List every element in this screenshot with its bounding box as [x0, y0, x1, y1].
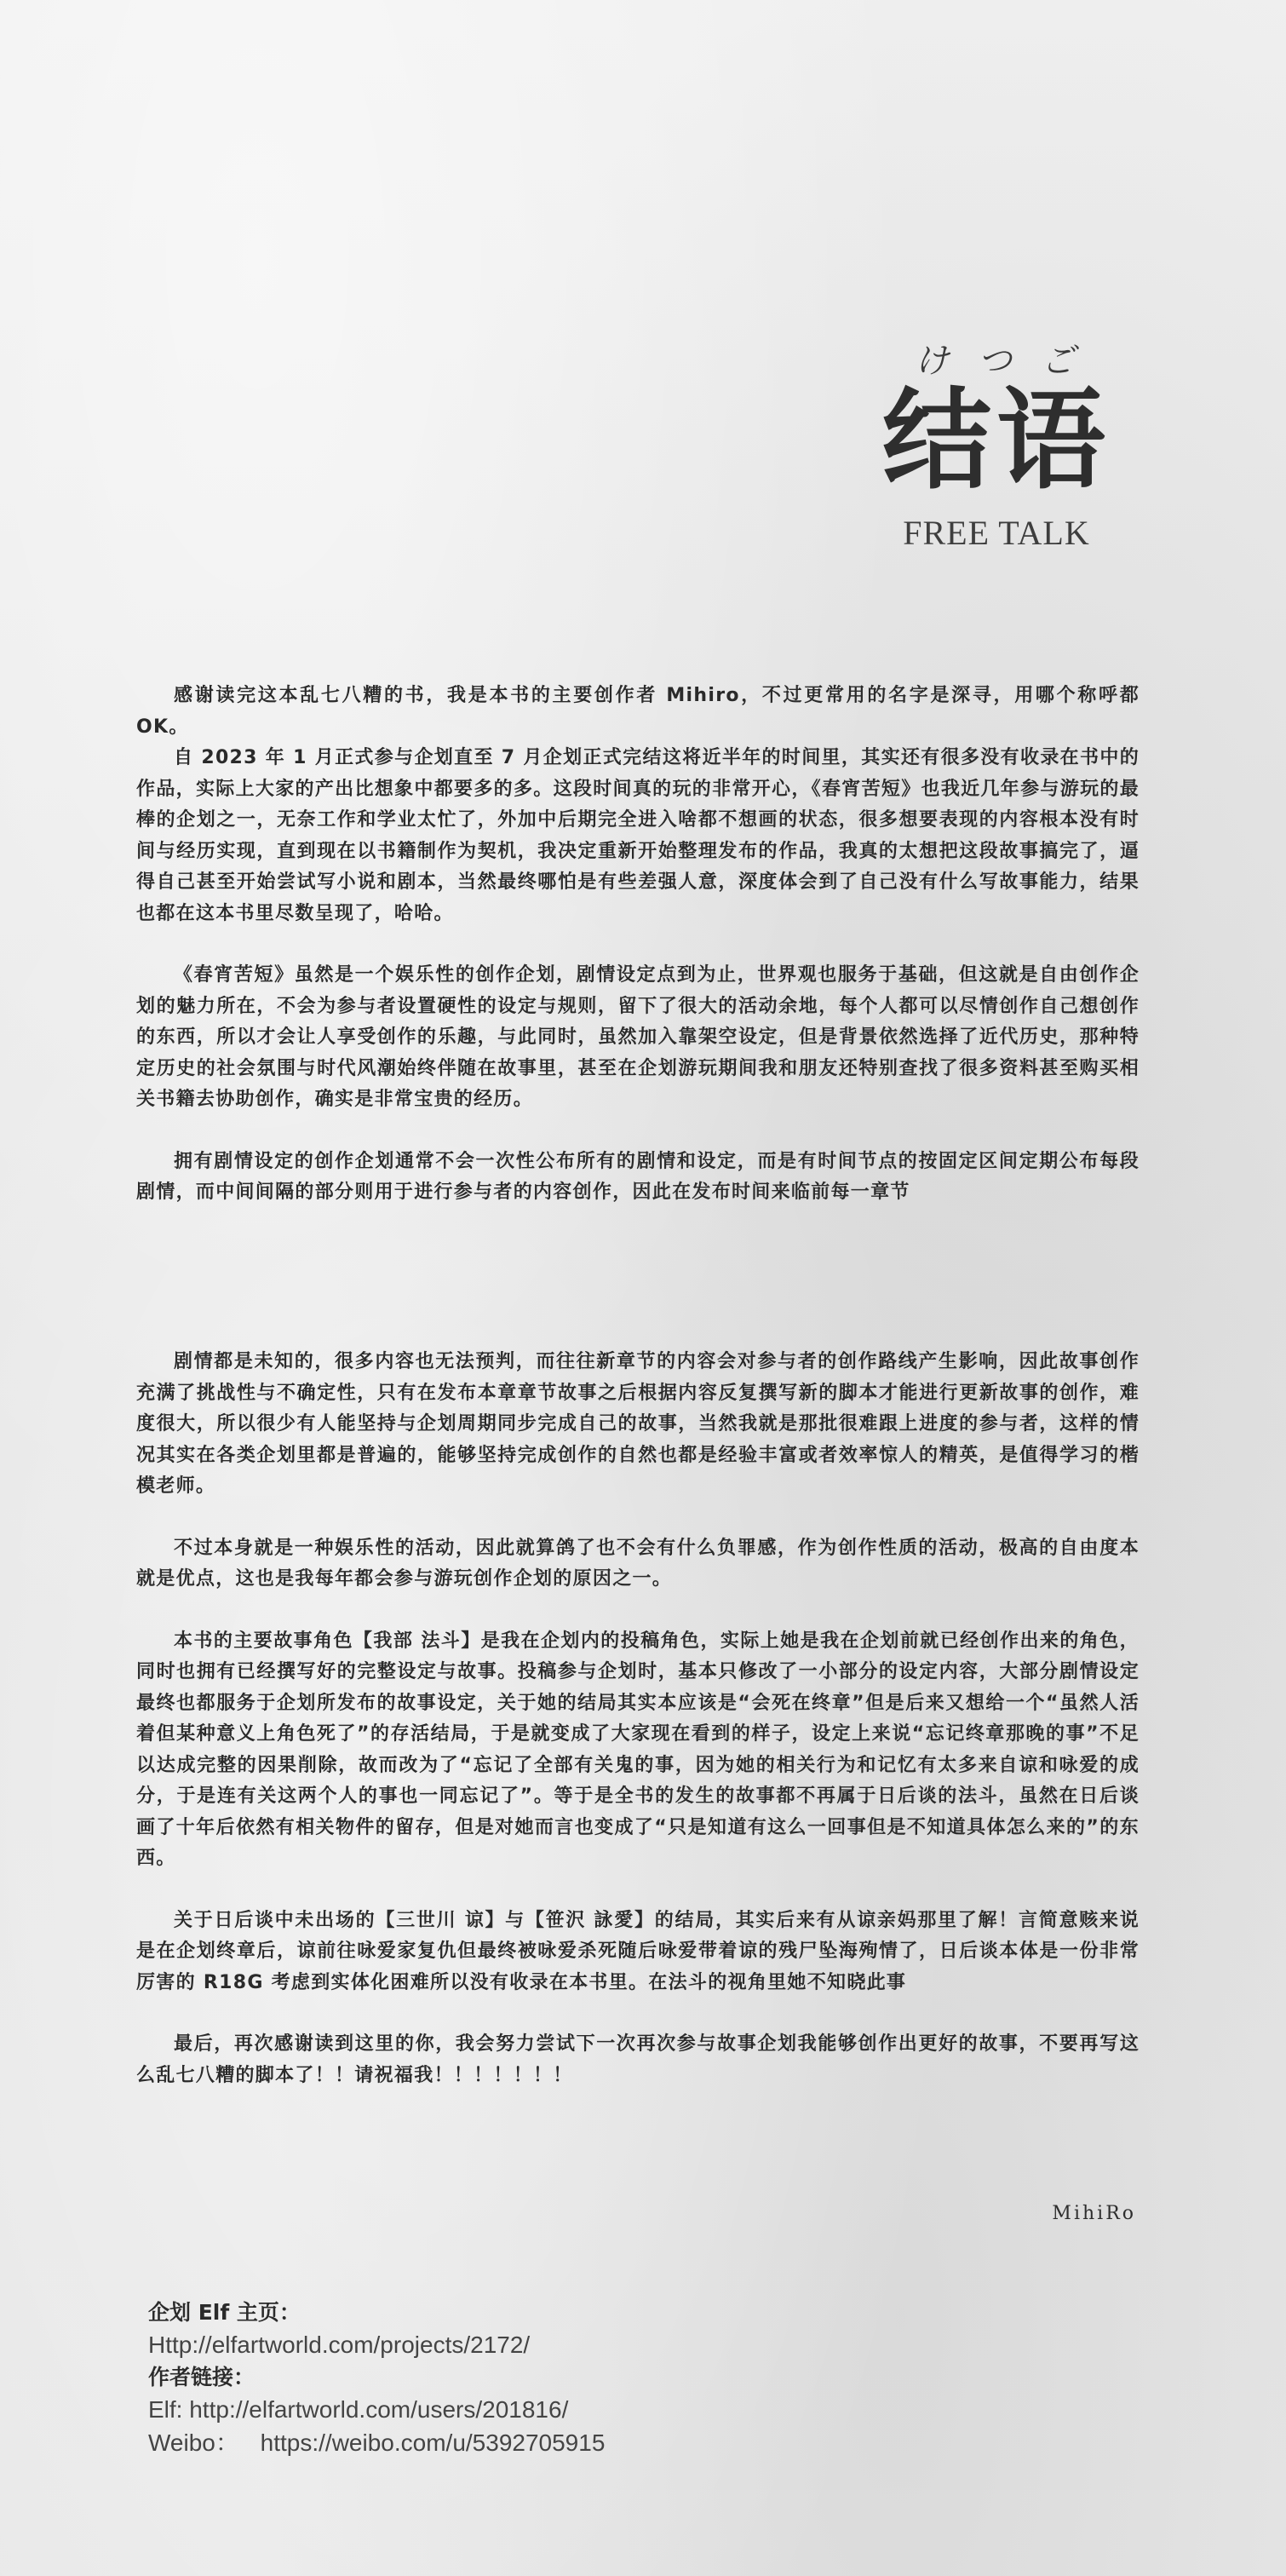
paragraph: 剧情都是未知的，很多内容也无法预判，而往往新章节的内容会对参与者的创作路线产生影响，因此故事创作充满了挑战性与不确定性，只有在发布本章章节故事之后根据内容反复撰写新的脚本才能进行更新故事的创作，难度很大，所以很少有人能坚持与企划周期同步完成自己的故事，当然我就是那批很难跟上进度的参与者，这样的情况其实在各类企划里都是普遍的，能够坚持完成创作的自然也都是经验丰富或者效率惊人的精英，是值得学习的楷模老师。	[136, 1351, 1140, 1497]
afterword-section-1	[136, 681, 1140, 1209]
weibo-label: Weibo：	[148, 2429, 239, 2456]
paragraph: 感谢读完这本乱七八糟的书，我是本书的主要创作者 Mihiro，不过更常用的名字是深寻，用哪个称呼都 OK。	[136, 685, 1140, 738]
paragraph: 《春宵苦短》虽然是一个娱乐性的创作企划，剧情设定点到为止，世界观也服务于基础，但这就是自由创作企划的魅力所在，不会为参与者设置硬性的设定与规则，留下了很大的活动余地，每个人都可以尽情创作自己想创作的东西，所以才会让人享受创作的乐趣，与此同时，虽然加入靠架空设定，但是背景依然选择了近代历史，那种特定历史的社会氛围与时代风潮始终伴随在故事里，甚至在企划游玩期间我和朋友还特别查找了很多资料甚至购买相关书籍去协助创作，确实是非常宝贵的经历。	[136, 964, 1140, 1110]
elf-label: Elf:	[148, 2396, 190, 2423]
weibo-link[interactable]: https://weibo.com/u/5392705915	[260, 2429, 606, 2456]
paragraph: 自 2023 年 1 月正式参与企划直至 7 月企划正式完结这将近半年的时间里，其实还有很多没有收录在书中的作品，实际上大家的产出比想象中都要多的多。这段时间真的玩的非常开心，《春宵苦短》也我近几年参与游玩的最棒的企划之一，无奈工作和学业太忙了，外加中后期完全进入啥都不想画的状态，很多想要表现的内容根本没有时间与经历实现，直到现在以书籍制作为契机，我决定重新开始整理发布的作品，我真的太想把这段故事搞完了，逼得自己甚至开始尝试写小说和剧本，当然最终哪怕是有些差强人意，深度体会到了自己没有什么写故事能力，结果也都在这本书里尽数呈现了，哈哈。	[136, 747, 1140, 924]
project-link[interactable]: Http://elfartworld.com/projects/2172/	[148, 2332, 531, 2358]
afterword-section-2	[136, 1347, 1140, 2091]
paragraph: 关于日后谈中未出场的【三世川 谅】与【笹沢 詠愛】的结局，其实后来有从谅亲妈那里了解！言简意赅来说是在企划终章后，谅前往咏爱家复仇但最终被咏爱杀死随后咏爱带着谅的残尸坠海殉情了，日后谈本体是一份非常厉害的 R18G 考虑到实体化困难所以没有收录在本书里。在法斗的视角里她不知晓此事	[136, 1909, 1140, 1993]
weibo-link-row	[148, 2427, 605, 2460]
paragraph: 本书的主要故事角色【我部 法斗】是我在企划内的投稿角色，实际上她是我在企划前就已经创作出来的角色，同时也拥有已经撰写好的完整设定与故事。投稿参与企划时，基本只修改了一小部分的设定内容，大部分剧情设定最终也都服务于企划所发布的故事设定，关于她的结局其实本应该是“会死在终章”但是后来又想给一个“虽然人活着但某种意义上角色死了”的存活结局，于是就变成了大家现在看到的样子，设定上来说“忘记终章那晚的事”不足以达成完整的因果削除，故而改为了“忘记了全部有关鬼的事，因为她的相关行为和记忆有太多来自谅和咏爱的成分，于是连有关这两个人的事也一同忘记了”。等于是全书的发生的故事都不再属于日后谈的法斗，虽然在日后谈画了十年后依然有相关物件的留存，但是对她而言也变成了“只是知道有这么一回事但是不知道具体怎么来的”的东西。	[136, 1630, 1140, 1869]
page-title: 结语	[881, 377, 1111, 504]
paragraph: 不过本身就是一种娱乐性的活动，因此就算鸽了也不会有什么负罪感，作为创作性质的活动，极高的自由度本就是优点，这也是我每年都会参与游玩创作企划的原因之一。	[136, 1537, 1140, 1590]
project-heading: 企划 Elf 主页：	[148, 2300, 301, 2325]
elf-link-row	[148, 2394, 605, 2427]
paragraph: 拥有剧情设定的创作企划通常不会一次性公布所有的剧情和设定，而是有时间节点的按固定区间定期公布每段剧情，而中间间隔的部分则用于进行参与者的内容创作，因此在发布时间来临前每一章节	[136, 1150, 1140, 1203]
title-furigana: けつご	[915, 342, 1104, 381]
paragraph: 最后，再次感谢读到这里的你，我会努力尝试下一次再次参与故事企划我能够创作出更好的故事，不要再写这么乱七八糟的脚本了！！请祝福我！！！！！！！	[136, 2033, 1140, 2086]
author-heading: 作者链接：	[148, 2365, 255, 2389]
title-block	[869, 341, 1124, 553]
page-subtitle: FREE TALK	[903, 514, 1090, 552]
links-block	[148, 2297, 605, 2460]
elf-link[interactable]: http://elfartworld.com/users/201816/	[189, 2396, 569, 2423]
author-signature: MihiRo	[1052, 2203, 1136, 2224]
